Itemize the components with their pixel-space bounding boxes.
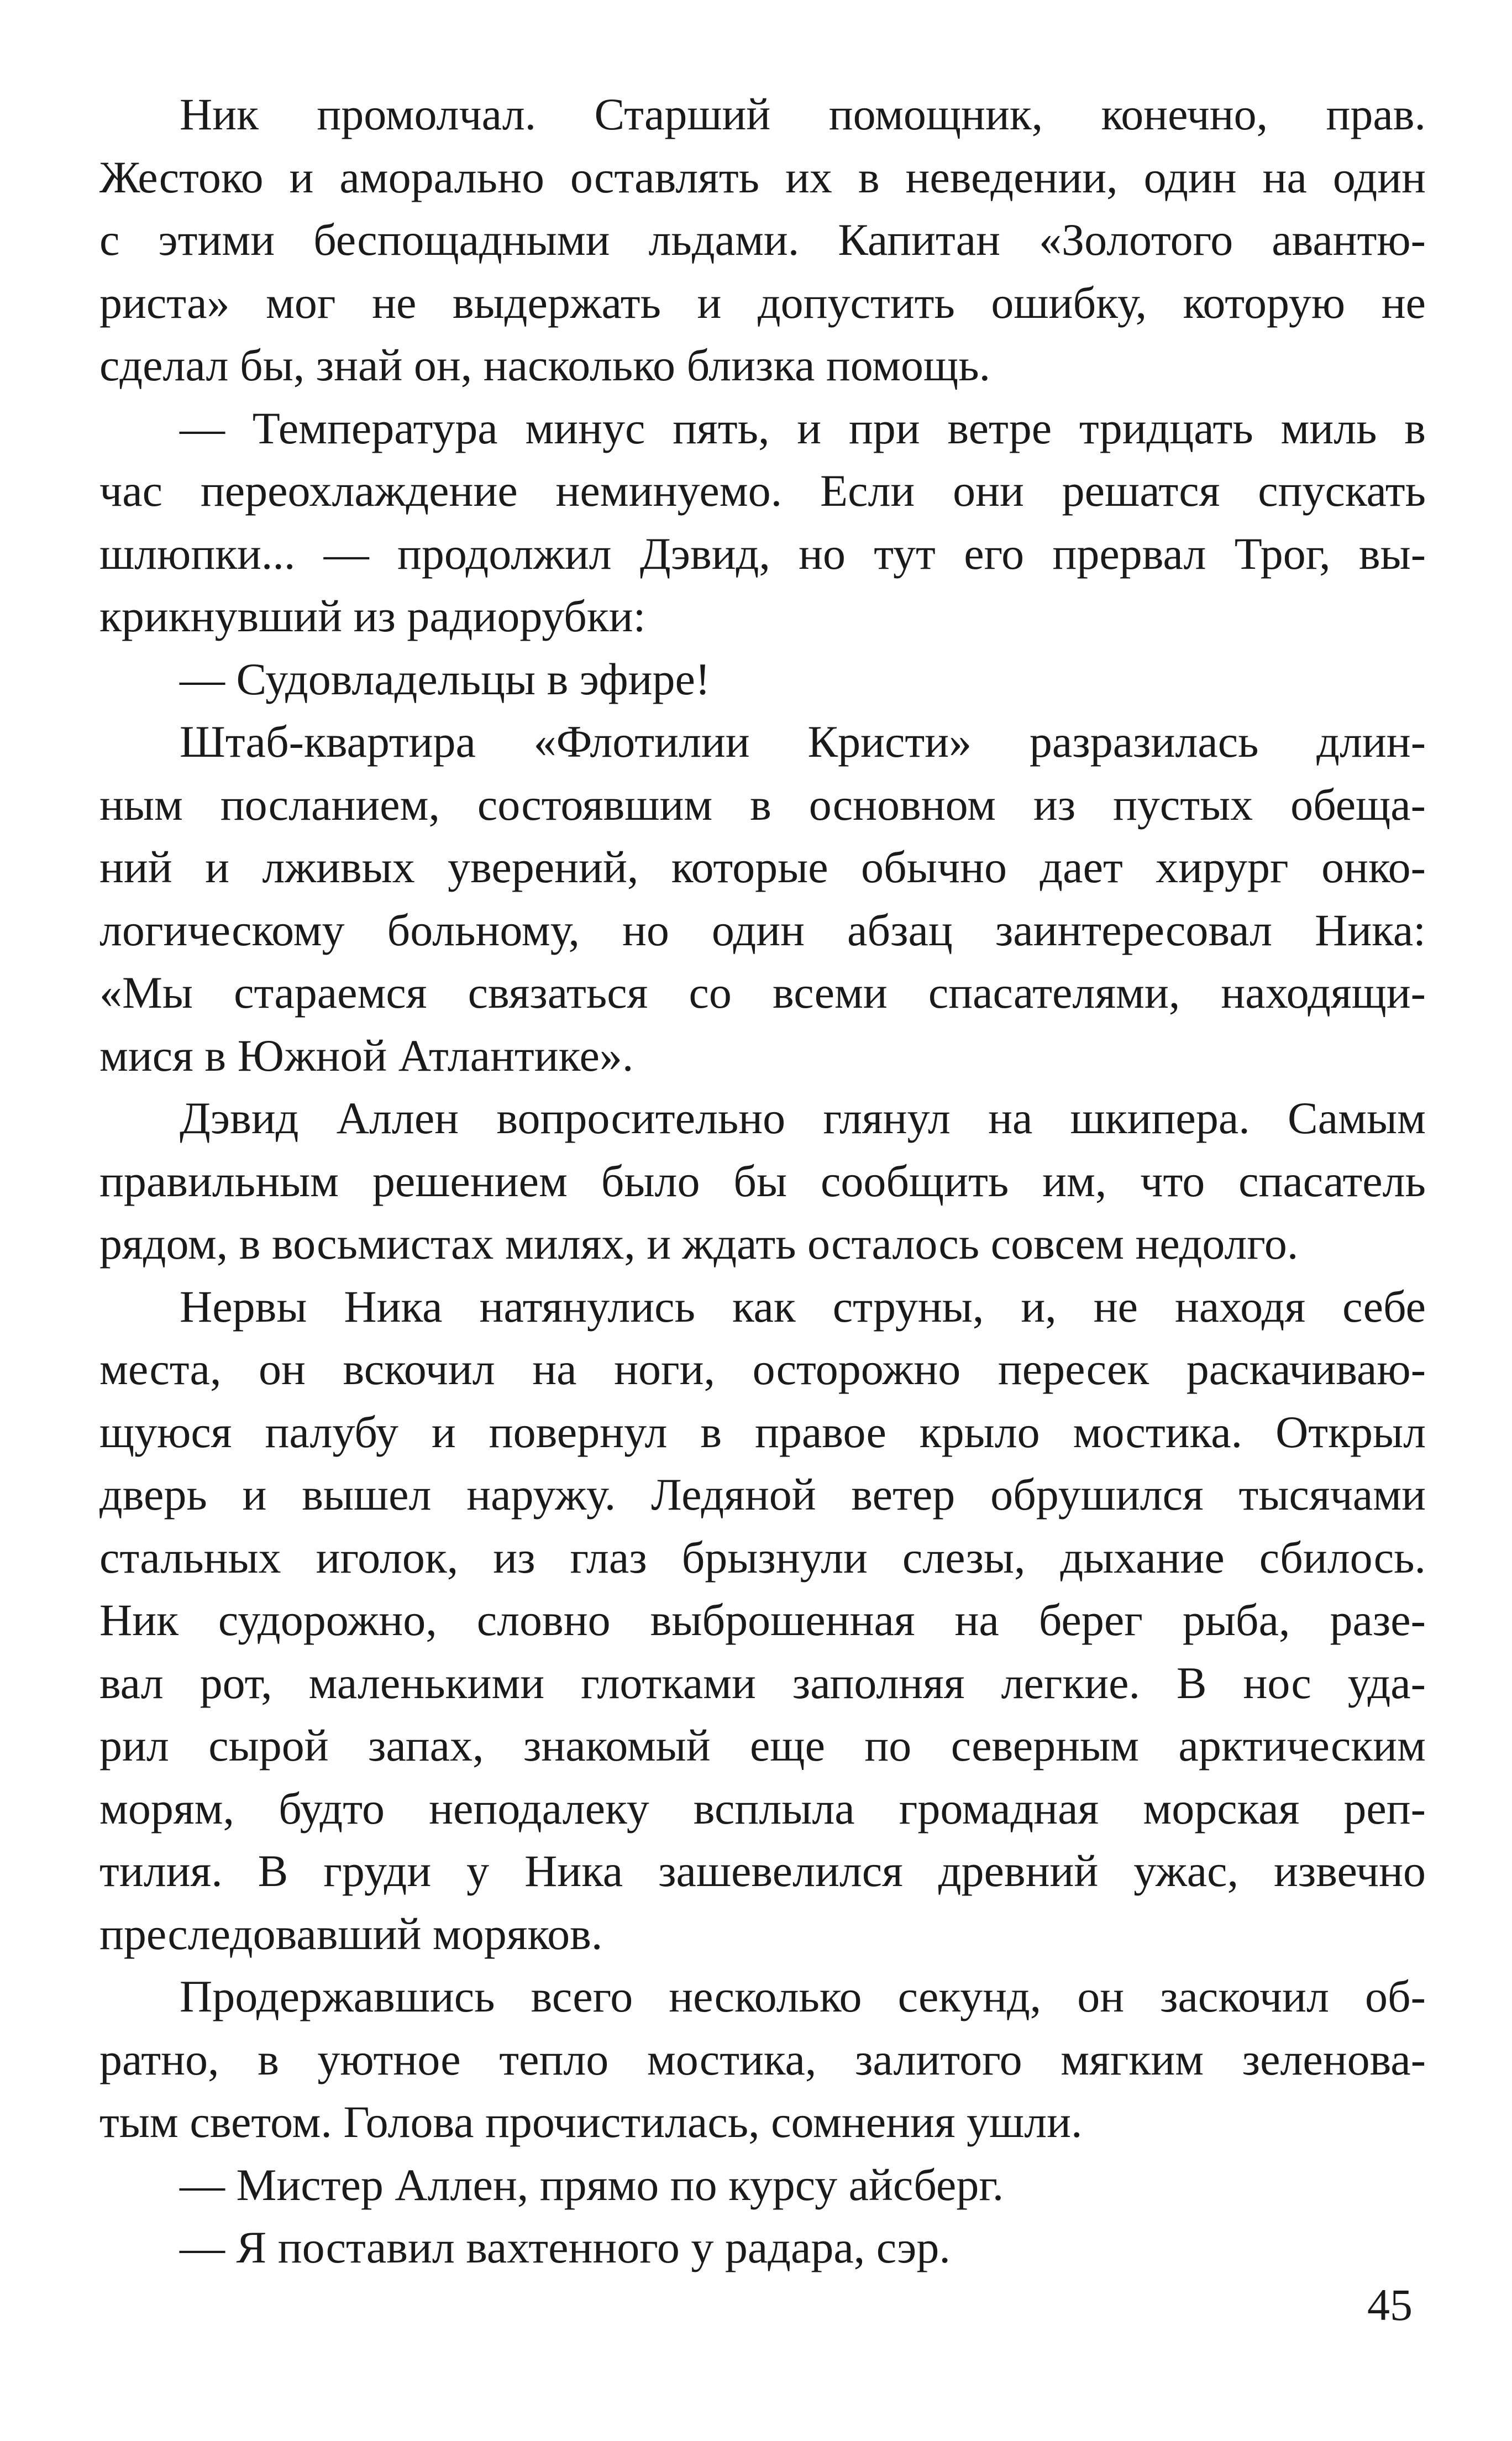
text-line: логическому больному, но один абзац заинтересовал Ника: (99, 904, 1426, 955)
text-line: стальных иголок, из глаз брызнули слезы, дыхание сбилось. (99, 1532, 1426, 1583)
text-line: Продержавшись всего несколько секунд, он заскочил об- (180, 1971, 1426, 2021)
text-line: щуюся палубу и повернул в правое крыло мостика. Открыл (99, 1406, 1426, 1457)
text-line: — Мистер Аллен, прямо по курсу айсберг. (180, 2159, 1004, 2210)
paragraph-7 (99, 1965, 1426, 2154)
text-line: Штаб-квартира «Флотилии Кристи» разразилась длин- (180, 716, 1426, 767)
book-page-body (99, 83, 1426, 2279)
text-line: морям, будто неподалеку всплыла громадная морская реп- (99, 1783, 1426, 1834)
text-line: ным посланием, состоявшим в основном из пустых обеща- (99, 779, 1426, 830)
text-line: Нервы Ника натянулись как струны, и, не находя себе (180, 1281, 1426, 1332)
text-line: правильным решением было бы сообщить им, что спасатель (99, 1155, 1426, 1206)
text-line: Дэвид Аллен вопросительно глянул на шкипера. Самым (180, 1093, 1426, 1143)
text-line: дверь и вышел наружу. Ледяной ветер обрушился тысячами (99, 1469, 1426, 1520)
text-line: час переохлаждение неминуемо. Если они решатся спускать (99, 465, 1426, 516)
text-line: — Судовладельцы в эфире! (180, 653, 711, 704)
paragraph-5 (99, 1087, 1426, 1275)
text-line: Ник промолчал. Старший помощник, конечно, прав. (180, 89, 1426, 139)
text-line: крикнувший из радиорубки: (99, 591, 646, 641)
paragraph-9 (99, 2216, 1426, 2279)
text-line: — Температура минус пять, и при ветре тридцать миль в (180, 402, 1426, 453)
text-line: риста» мог не выдержать и допустить ошибку, которую не (99, 277, 1426, 328)
text-line: Ник судорожно, словно выброшенная на берег рыба, разе- (99, 1595, 1426, 1645)
text-line: ний и лживых уверений, которые обычно дает хирург онко- (99, 842, 1426, 892)
text-line: мися в Южной Атлантике». (99, 1030, 634, 1081)
paragraph-8 (99, 2154, 1426, 2217)
paragraph-1 (99, 83, 1426, 397)
paragraph-3 (99, 648, 1426, 711)
text-line: рядом, в восьмистах милях, и ждать осталось совсем недолго. (99, 1218, 1299, 1269)
text-line: Жестоко и аморально оставлять их в неведении, один на один (99, 151, 1426, 202)
text-line: рил сырой запах, знакомый еще по северным арктическим (99, 1720, 1426, 1770)
text-line: — Я поставил вахтенного у радара, сэр. (180, 2222, 951, 2272)
text-line: шлюпки... — продолжил Дэвид, но тут его прервал Трог, вы- (99, 528, 1426, 579)
text-line: сделал бы, знай он, насколько близка помощь. (99, 340, 991, 390)
text-line: места, он вскочил на ноги, осторожно пересек раскачиваю- (99, 1344, 1426, 1394)
text-line: с этими беспощадными льдами. Капитан «Золотого авантю- (99, 214, 1426, 265)
paragraph-4 (99, 710, 1426, 1087)
text-line: преследовавший моряков. (99, 1908, 603, 1959)
text-line: «Мы стараемся связаться со всеми спасателями, находящи- (99, 967, 1426, 1018)
paragraph-6 (99, 1275, 1426, 1966)
text-line: тым светом. Голова прочистилась, сомнения ушли. (99, 2097, 1083, 2147)
text-line: ратно, в уютное тепло мостика, залитого мягким зеленова- (99, 2034, 1426, 2084)
text-line: тилия. В груди у Ника зашевелился древний ужас, извечно (99, 1846, 1426, 1896)
text-line: вал рот, маленькими глотками заполняя легкие. В нос уда- (99, 1657, 1426, 1708)
paragraph-2 (99, 397, 1426, 648)
page-number: 45 (1367, 2280, 1413, 2330)
